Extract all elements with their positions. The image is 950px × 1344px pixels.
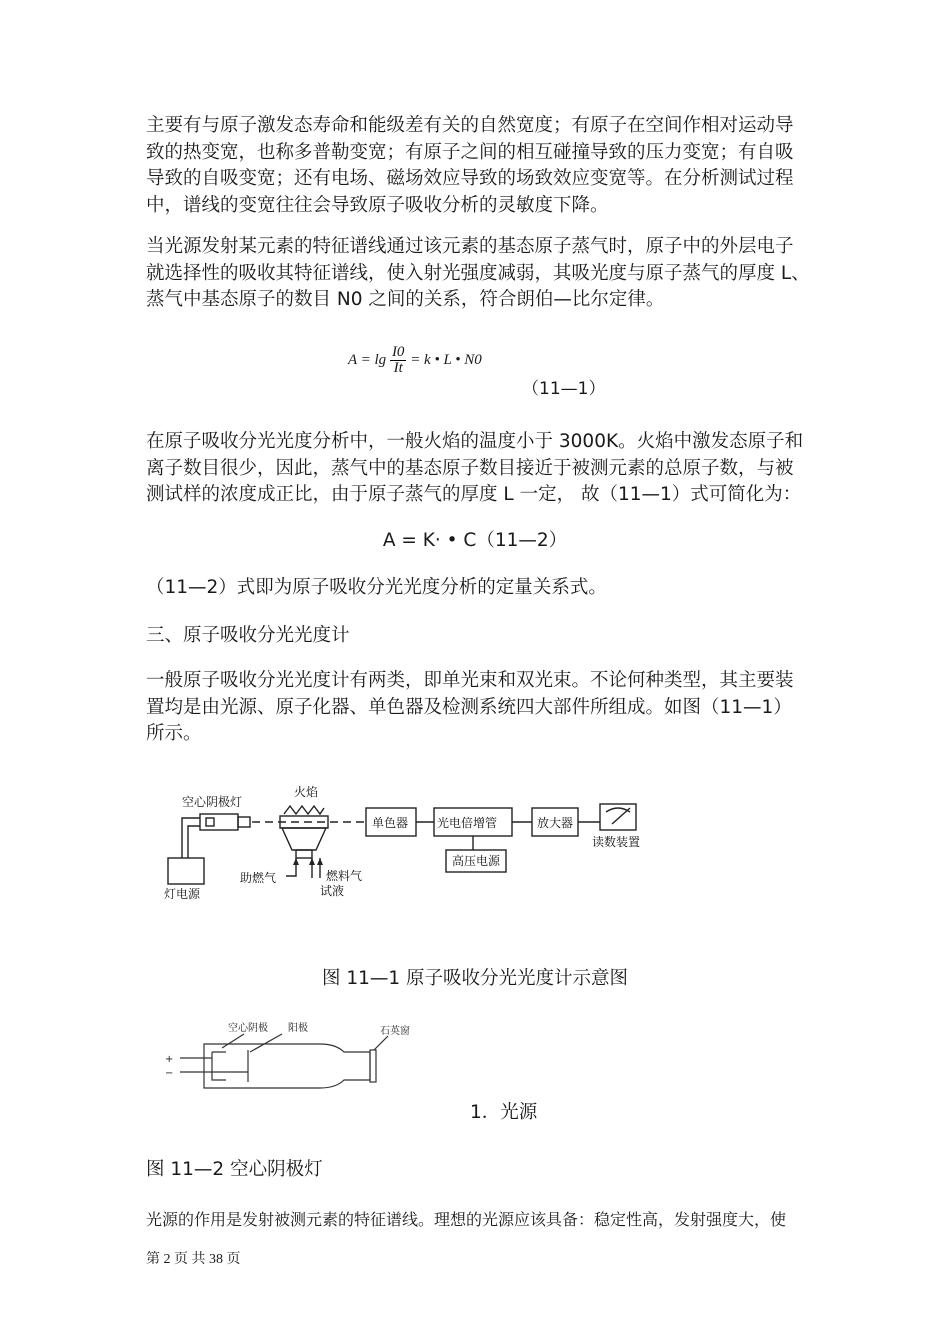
label-cathode: 空心阴极 xyxy=(228,1023,268,1034)
sample-arrow xyxy=(317,858,323,865)
flame-shape xyxy=(284,806,324,814)
burner-head xyxy=(282,828,326,850)
label-sample: 试液 xyxy=(320,884,345,898)
formula-fraction xyxy=(390,345,407,376)
fuel-arrow xyxy=(309,858,315,865)
paragraph-instrument-types: 一般原子吸收分光光度计有两类，即单光束和双光束。不论何种类型，其主要装置均是由光源、原子化器、单色器及检测系统四大部件所组成。如图（11—1）所示。 xyxy=(146,670,794,744)
formula-numerator: I0 xyxy=(391,344,405,360)
lamp-cathode xyxy=(206,818,214,826)
lamp-tip xyxy=(238,817,250,827)
formula-lhs: A = lg xyxy=(348,351,387,368)
figure-hollow-cathode-lamp xyxy=(160,1018,450,1098)
quartz-window xyxy=(370,1050,376,1082)
lamp-envelope xyxy=(204,1044,370,1088)
label-minus: − xyxy=(165,1068,174,1079)
page-footer: 第 2 页 共 38 页 xyxy=(146,1252,241,1267)
label-oxidant: 助燃气 xyxy=(240,871,277,885)
formula-11-1 xyxy=(348,345,482,376)
figure-spectrophotometer-diagram xyxy=(160,778,660,908)
label-mono: 单色器 xyxy=(372,816,409,830)
paragraph-quantitative-relation: （11—2）式即为原子吸收分光光度分析的定量关系式。 xyxy=(146,577,607,598)
oxidant-arrow xyxy=(293,858,299,865)
label-flame: 火焰 xyxy=(294,785,319,799)
formula-11-2: A = K· • C（11—2） xyxy=(382,530,568,551)
lamp-power-box xyxy=(168,858,204,884)
formula-denominator: It xyxy=(393,360,403,376)
label-pmt: 光电倍增管 xyxy=(437,816,498,830)
label-readout: 读数装置 xyxy=(592,835,641,849)
paragraph-flame-temperature: 在原子吸收分光光度分析中，一般火焰的温度小于 3000K。火焰中激发态原子和离子数目很少，因此，蒸气中的基态原子数目接近于被测元素的总原子数，与被测试样的浓度成正比，由于原子蒸气的厚度 L 一定， 故（11—1）式可简化为： xyxy=(146,431,804,505)
paragraph-lambert-beer: 当光源发射某元素的特征谱线通过该元素的基态原子蒸气时，原子中的外层电子就选择性的吸收其特征谱线，使入射光强度减弱，其吸光度与原子蒸气的厚度 L、蒸气中基态原子的数目 N0 之间的关系，符合朗伯—比尔定律。 xyxy=(146,236,810,310)
section-heading-spectrophotometer: 三、原子吸收分光光度计 xyxy=(146,625,350,646)
label-amp: 放大器 xyxy=(537,816,574,830)
label-fuel: 燃料气 xyxy=(326,869,363,883)
label-hv: 高压电源 xyxy=(452,854,501,868)
label-lamp: 空心阴极灯 xyxy=(182,795,243,809)
paragraph-line-broadening: 主要有与原子激发态寿命和能级差有关的自然宽度；有原子在空间作相对运动导致的热变宽，也称多普勒变宽；有原子之间的相互碰撞导致的压力变宽；有自吸导致的自吸变宽；还有电场、磁场效应导致的场致效应变宽等。在分析测试过程中，谱线的变宽往往会导致原子吸收分析的灵敏度下降。 xyxy=(146,115,794,216)
paragraph-light-source: 光源的作用是发射被测元素的特征谱线。理想的光源应该具备：稳定性高，发射强度大，使 xyxy=(146,1212,787,1229)
equation-number-11-1: （11—1） xyxy=(522,379,606,399)
label-lamp-power: 灯电源 xyxy=(164,887,201,901)
figure-11-2-caption: 图 11—2 空心阴极灯 xyxy=(146,1159,323,1180)
figure-11-1-caption: 图 11—1 原子吸收分光光度计示意图 xyxy=(321,968,629,989)
section-light-source: 1．光源 xyxy=(470,1102,538,1123)
label-window: 石英窗 xyxy=(380,1026,410,1037)
label-anode: 阳极 xyxy=(288,1023,308,1034)
formula-rhs: = k • L • N0 xyxy=(410,351,482,368)
cathode-cup xyxy=(212,1052,226,1080)
label-plus: + xyxy=(165,1054,174,1065)
